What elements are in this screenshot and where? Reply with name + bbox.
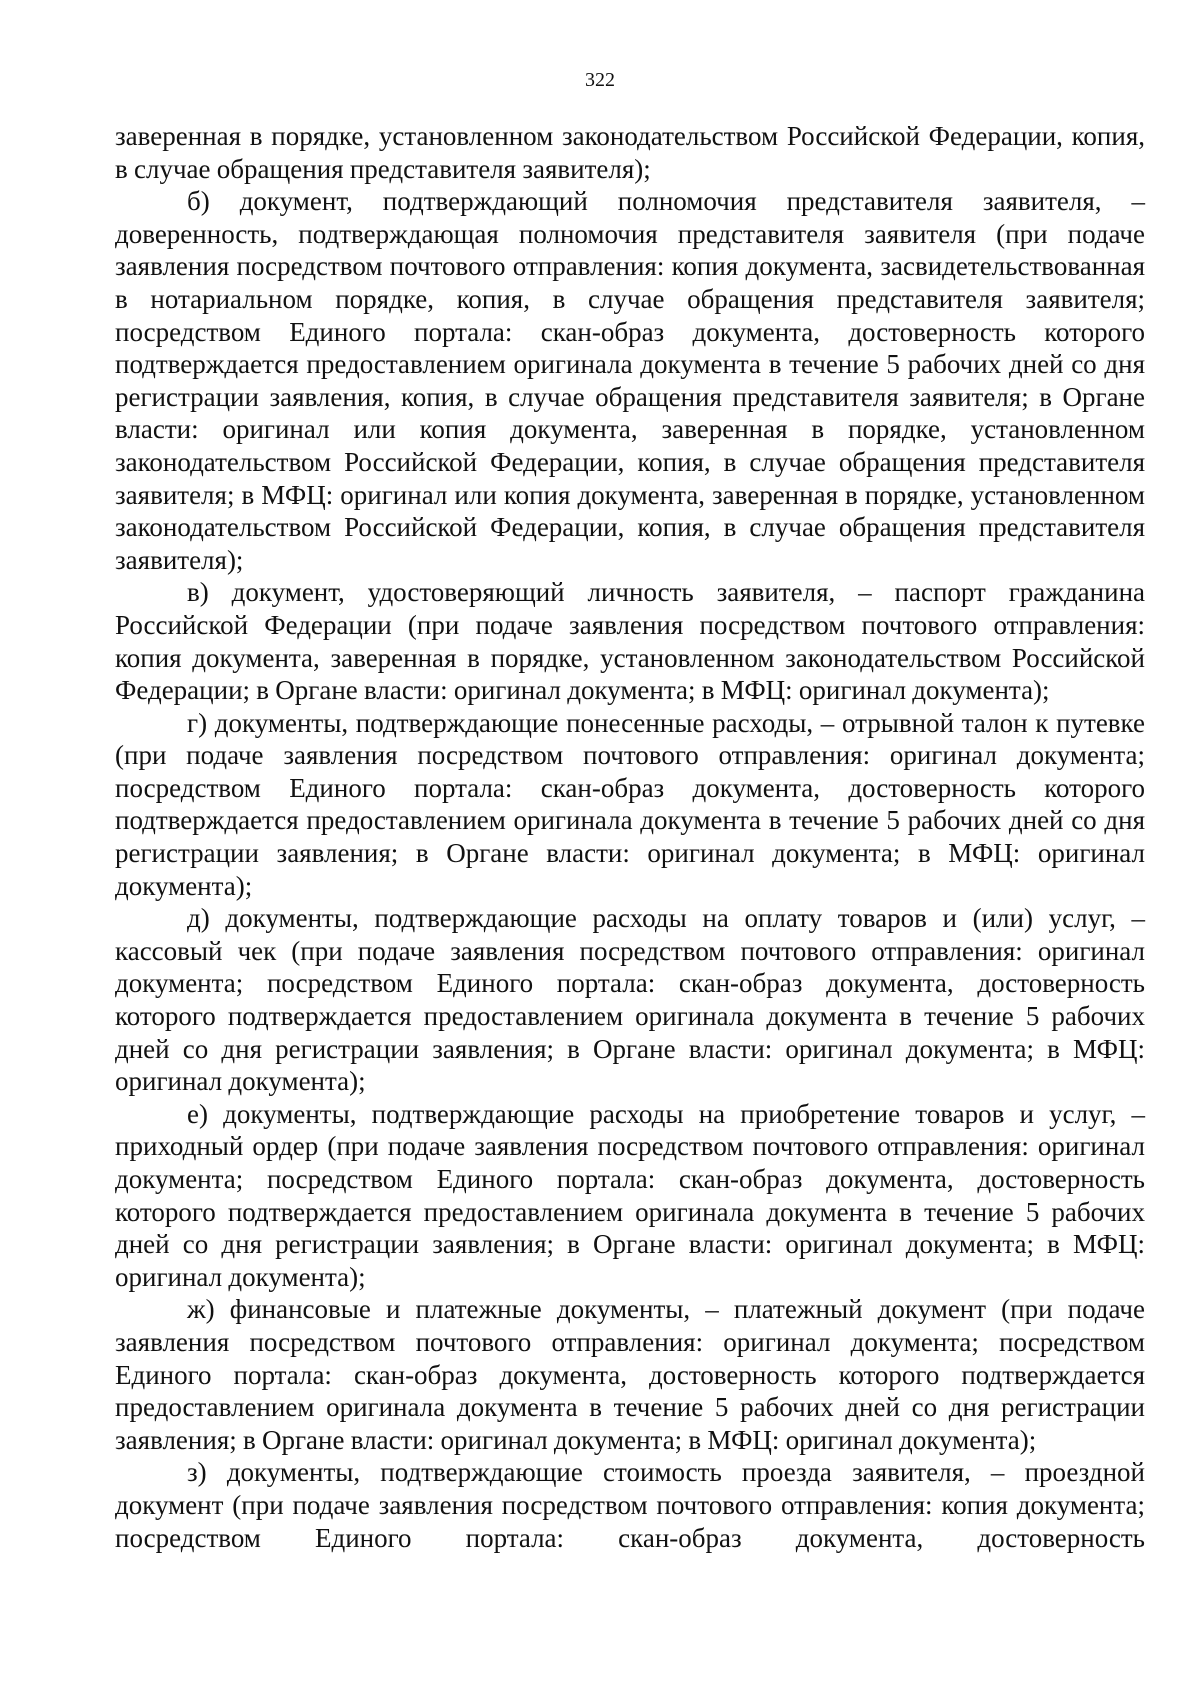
paragraph-item-e: е) документы, подтверждающие расходы на приобретение товаров и услуг, – приходный ордер (при подаче заявления посредством почтового отправления: оригинал документа; посредством Единого портала: скан-образ документа, достоверность которого подтверждается предоставлением оригинала документа в течение 5 рабочих дней со дня регистрации заявления; в Органе власти: оригинал документа; в МФЦ: оригинал документа);: [115, 1098, 1145, 1292]
paragraph-item-d: д) документы, подтверждающие расходы на оплату товаров и (или) услуг, – кассовый чек (при подаче заявления посредством почтового отправления: оригинал документа; посредством Единого портала: скан-образ документа, достоверность которого подтверждается предоставлением оригинала документа в течение 5 рабочих дней со дня регистрации заявления; в Органе власти: оригинал документа; в МФЦ: оригинал документа);: [115, 903, 1145, 1097]
paragraph-item-v: в) документ, удостоверяющий личность заявителя, – паспорт гражданина Российской Федерации (при подаче заявления посредством почтового отправления: копия документа, заверенная в порядке, установленном законодательством Российской Федерации; в Органе власти: оригинал документа; в МФЦ: оригинал документа);: [115, 577, 1145, 706]
page-number: 322: [585, 69, 615, 91]
paragraph-item-z: з) документы, подтверждающие стоимость проезда заявителя, – проездной документ (при подаче заявления посредством почтового отправления: копия документа; посредством Единого портала: скан-образ документа, достоверность: [115, 1457, 1145, 1553]
paragraph-item-zh: ж) финансовые и платежные документы, – платежный документ (при подаче заявления посредством почтового отправления: оригинал документа; посредством Единого портала: скан-образ документа, достоверность которого подтверждается предоставлением оригинала документа в течение 5 рабочих дней со дня регистрации заявления; в Органе власти: оригинал документа; в МФЦ: оригинал документа);: [115, 1294, 1145, 1455]
paragraph-continuation: заверенная в порядке, установленном законодательством Российской Федерации, копия, в случае обращения представителя заявителя);: [115, 121, 1145, 184]
document-body: [115, 120, 1145, 1554]
paragraph-item-g: г) документы, подтверждающие понесенные расходы, – отрывной талон к путевке (при подаче заявления посредством почтового отправления: оригинал документа; посредством Единого портала: скан-образ документа, достоверность которого подтверждается предоставлением оригинала документа в течение 5 рабочих дней со дня регистрации заявления; в Органе власти: оригинал документа; в МФЦ: оригинал документа);: [115, 707, 1145, 901]
paragraph-item-b: б) документ, подтверждающий полномочия представителя заявителя, – доверенность, подтверждающая полномочия представителя заявителя (при подаче заявления посредством почтового отправления: копия документа, засвидетельствованная в нотариальном порядке, копия, в случае обращения представителя заявителя; посредством Единого портала: скан-образ документа, достоверность которого подтверждается предоставлением оригинала документа в течение 5 рабочих дней со дня регистрации заявления, копия, в случае обращения представителя заявителя; в Органе власти: оригинал или копия документа, заверенная в порядке, установленном законодательством Российской Федерации, копия, в случае обращения представителя заявителя; в МФЦ: оригинал или копия документа, заверенная в порядке, установленном законодательством Российской Федерации, копия, в случае обращения представителя заявителя);: [115, 186, 1145, 575]
